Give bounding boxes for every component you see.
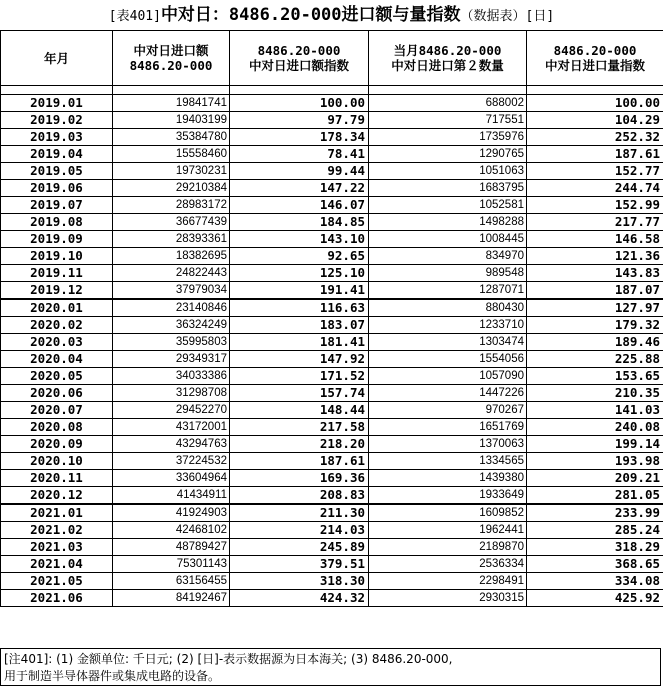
cell-import-value: 36324249: [113, 317, 230, 334]
cell-quantity-index: 225.88: [527, 351, 663, 368]
cell-import-value: 24822443: [113, 265, 230, 282]
table-title: [0, 0, 663, 30]
cell-quantity: 688002: [369, 95, 527, 112]
table-row: [1, 334, 663, 351]
header-year-month: 年月: [1, 31, 113, 86]
cell-import-value: 75301143: [113, 556, 230, 573]
cell-quantity-index: 189.46: [527, 334, 663, 351]
cell-value-index: 379.51: [230, 556, 369, 573]
cell-quantity: 1008445: [369, 231, 527, 248]
table-row: [1, 197, 663, 214]
cell-quantity: 880430: [369, 299, 527, 317]
cell-quantity-index: 179.32: [527, 317, 663, 334]
cell-value-index: 211.30: [230, 504, 369, 522]
cell-import-value: 43172001: [113, 419, 230, 436]
cell-import-value: 84192467: [113, 590, 230, 607]
spacer-cell: [527, 86, 663, 95]
cell-year-month: 2021.01: [1, 504, 113, 522]
header-row: [1, 31, 663, 86]
cell-year-month: 2020.02: [1, 317, 113, 334]
cell-quantity: 834970: [369, 248, 527, 265]
cell-year-month: 2021.02: [1, 522, 113, 539]
cell-year-month: 2020.04: [1, 351, 113, 368]
cell-value-index: 178.34: [230, 129, 369, 146]
cell-year-month: 2021.06: [1, 590, 113, 607]
data-table: [0, 30, 663, 607]
table-row: [1, 248, 663, 265]
cell-quantity: 1962441: [369, 522, 527, 539]
cell-quantity-index: 146.58: [527, 231, 663, 248]
cell-quantity-index: 281.05: [527, 487, 663, 505]
cell-value-index: 214.03: [230, 522, 369, 539]
cell-value-index: 217.58: [230, 419, 369, 436]
cell-quantity-index: 193.98: [527, 453, 663, 470]
cell-value-index: 78.41: [230, 146, 369, 163]
cell-quantity: 1290765: [369, 146, 527, 163]
cell-quantity: 1303474: [369, 334, 527, 351]
cell-import-value: 63156455: [113, 573, 230, 590]
cell-quantity-index: 425.92: [527, 590, 663, 607]
cell-quantity: 1233710: [369, 317, 527, 334]
cell-value-index: 125.10: [230, 265, 369, 282]
cell-quantity-index: 104.29: [527, 112, 663, 129]
cell-quantity: 1735976: [369, 129, 527, 146]
cell-value-index: 183.07: [230, 317, 369, 334]
cell-quantity-index: 334.08: [527, 573, 663, 590]
cell-quantity: 1651769: [369, 419, 527, 436]
footnote: [0, 648, 661, 686]
cell-year-month: 2020.12: [1, 487, 113, 505]
cell-year-month: 2020.01: [1, 299, 113, 317]
spacer-cell: [1, 86, 113, 95]
cell-quantity-index: 152.99: [527, 197, 663, 214]
cell-value-index: 191.41: [230, 282, 369, 300]
cell-value-index: 181.41: [230, 334, 369, 351]
table-row: [1, 299, 663, 317]
cell-quantity: 1439380: [369, 470, 527, 487]
cell-year-month: 2019.05: [1, 163, 113, 180]
table-row: [1, 487, 663, 505]
table-row: [1, 539, 663, 556]
cell-quantity: 1554056: [369, 351, 527, 368]
cell-quantity: 2298491: [369, 573, 527, 590]
title-main: 中对日：8486.20-000进口额与量指数: [160, 5, 461, 25]
cell-quantity-index: 217.77: [527, 214, 663, 231]
cell-quantity: 1057090: [369, 368, 527, 385]
cell-import-value: 41434911: [113, 487, 230, 505]
table-row: [1, 214, 663, 231]
cell-quantity: 1609852: [369, 504, 527, 522]
cell-year-month: 2019.09: [1, 231, 113, 248]
cell-import-value: 33604964: [113, 470, 230, 487]
cell-quantity: 970267: [369, 402, 527, 419]
table-row: [1, 146, 663, 163]
cell-import-value: 28983172: [113, 197, 230, 214]
cell-year-month: 2019.04: [1, 146, 113, 163]
cell-import-value: 37224532: [113, 453, 230, 470]
cell-quantity: 1287071: [369, 282, 527, 300]
cell-value-index: 424.32: [230, 590, 369, 607]
cell-year-month: 2019.10: [1, 248, 113, 265]
cell-year-month: 2020.05: [1, 368, 113, 385]
table-row: [1, 385, 663, 402]
cell-year-month: 2019.08: [1, 214, 113, 231]
cell-import-value: 31298708: [113, 385, 230, 402]
header-import-value: 中对日进口额 8486.20-000: [113, 31, 230, 86]
cell-value-index: 245.89: [230, 539, 369, 556]
cell-import-value: 23140846: [113, 299, 230, 317]
table-row: [1, 522, 663, 539]
cell-year-month: 2020.10: [1, 453, 113, 470]
cell-year-month: 2019.01: [1, 95, 113, 112]
spacer-cell: [113, 86, 230, 95]
table-row: [1, 163, 663, 180]
cell-year-month: 2019.03: [1, 129, 113, 146]
cell-value-index: 116.63: [230, 299, 369, 317]
cell-year-month: 2021.04: [1, 556, 113, 573]
cell-quantity: 1447226: [369, 385, 527, 402]
cell-year-month: 2019.06: [1, 180, 113, 197]
spacer-row: [1, 86, 663, 95]
cell-year-month: 2020.07: [1, 402, 113, 419]
cell-quantity-index: 233.99: [527, 504, 663, 522]
cell-value-index: 184.85: [230, 214, 369, 231]
cell-quantity-index: 210.35: [527, 385, 663, 402]
cell-quantity-index: 199.14: [527, 436, 663, 453]
table-row: [1, 180, 663, 197]
table-row: [1, 590, 663, 607]
cell-quantity-index: 153.65: [527, 368, 663, 385]
cell-quantity-index: 187.07: [527, 282, 663, 300]
cell-year-month: 2020.06: [1, 385, 113, 402]
table-row: [1, 556, 663, 573]
cell-value-index: 169.36: [230, 470, 369, 487]
cell-quantity-index: 244.74: [527, 180, 663, 197]
cell-quantity-index: 121.36: [527, 248, 663, 265]
cell-value-index: 218.20: [230, 436, 369, 453]
table-row: [1, 402, 663, 419]
table-row: [1, 95, 663, 112]
footnote-line-2: 用于制造半导体器件或集成电路的设备。: [4, 669, 221, 683]
footnote-line-1: [注401]: (1) 金额单位: 千日元; (2) [日]-表示数据源为日本海关; (3) 8486.20-000,: [4, 652, 453, 666]
cell-quantity: 1334565: [369, 453, 527, 470]
cell-quantity-index: 252.32: [527, 129, 663, 146]
cell-quantity: 1052581: [369, 197, 527, 214]
cell-import-value: 41924903: [113, 504, 230, 522]
cell-quantity-index: 209.21: [527, 470, 663, 487]
cell-import-value: 19403199: [113, 112, 230, 129]
cell-value-index: 100.00: [230, 95, 369, 112]
cell-value-index: 157.74: [230, 385, 369, 402]
cell-value-index: 99.44: [230, 163, 369, 180]
cell-quantity: 1370063: [369, 436, 527, 453]
cell-value-index: 318.30: [230, 573, 369, 590]
cell-quantity: 1498288: [369, 214, 527, 231]
table-row: [1, 453, 663, 470]
cell-import-value: 15558460: [113, 146, 230, 163]
cell-value-index: 208.83: [230, 487, 369, 505]
cell-year-month: 2020.08: [1, 419, 113, 436]
cell-quantity-index: 368.65: [527, 556, 663, 573]
cell-import-value: 35995803: [113, 334, 230, 351]
spacer-cell: [369, 86, 527, 95]
table-row: [1, 419, 663, 436]
title-tag: [表401]: [108, 9, 161, 24]
cell-value-index: 148.44: [230, 402, 369, 419]
cell-quantity: 1683795: [369, 180, 527, 197]
cell-value-index: 171.52: [230, 368, 369, 385]
cell-quantity: 1051063: [369, 163, 527, 180]
cell-year-month: 2020.09: [1, 436, 113, 453]
cell-import-value: 19841741: [113, 95, 230, 112]
cell-year-month: 2020.03: [1, 334, 113, 351]
table-row: [1, 282, 663, 300]
header-quantity: 当月8486.20-000 中对日进口第２数量: [369, 31, 527, 86]
cell-year-month: 2020.11: [1, 470, 113, 487]
header-quantity-index: 8486.20-000 中对日进口量指数: [527, 31, 663, 86]
cell-import-value: 29210384: [113, 180, 230, 197]
cell-import-value: 37979034: [113, 282, 230, 300]
cell-import-value: 48789427: [113, 539, 230, 556]
table-row: [1, 504, 663, 522]
cell-import-value: 19730231: [113, 163, 230, 180]
cell-year-month: 2021.05: [1, 573, 113, 590]
cell-quantity-index: 187.61: [527, 146, 663, 163]
cell-quantity-index: 318.29: [527, 539, 663, 556]
spacer-cell: [230, 86, 369, 95]
cell-value-index: 147.22: [230, 180, 369, 197]
cell-quantity-index: 240.08: [527, 419, 663, 436]
cell-value-index: 147.92: [230, 351, 369, 368]
cell-year-month: 2019.12: [1, 282, 113, 300]
table-row: [1, 573, 663, 590]
cell-quantity: 2536334: [369, 556, 527, 573]
cell-import-value: 42468102: [113, 522, 230, 539]
cell-quantity-index: 143.83: [527, 265, 663, 282]
cell-year-month: 2021.03: [1, 539, 113, 556]
table-row: [1, 470, 663, 487]
table-row: [1, 317, 663, 334]
cell-import-value: 35384780: [113, 129, 230, 146]
table-row: [1, 231, 663, 248]
table-row: [1, 436, 663, 453]
table-row: [1, 351, 663, 368]
cell-import-value: 28393361: [113, 231, 230, 248]
cell-quantity-index: 141.03: [527, 402, 663, 419]
table-body: [1, 86, 663, 607]
cell-import-value: 18382695: [113, 248, 230, 265]
cell-import-value: 43294763: [113, 436, 230, 453]
cell-value-index: 187.61: [230, 453, 369, 470]
cell-quantity: 989548: [369, 265, 527, 282]
cell-quantity-index: 127.97: [527, 299, 663, 317]
table-row: [1, 129, 663, 146]
cell-quantity: 2189870: [369, 539, 527, 556]
cell-quantity-index: 152.77: [527, 163, 663, 180]
cell-import-value: 29349317: [113, 351, 230, 368]
cell-import-value: 29452270: [113, 402, 230, 419]
cell-quantity: 1933649: [369, 487, 527, 505]
cell-import-value: 34033386: [113, 368, 230, 385]
cell-value-index: 143.10: [230, 231, 369, 248]
table-row: [1, 265, 663, 282]
table-row: [1, 112, 663, 129]
header-value-index: 8486.20-000 中对日进口额指数: [230, 31, 369, 86]
cell-value-index: 97.79: [230, 112, 369, 129]
cell-value-index: 146.07: [230, 197, 369, 214]
table-row: [1, 368, 663, 385]
cell-quantity: 717551: [369, 112, 527, 129]
cell-year-month: 2019.02: [1, 112, 113, 129]
cell-year-month: 2019.07: [1, 197, 113, 214]
cell-value-index: 92.65: [230, 248, 369, 265]
cell-quantity-index: 100.00: [527, 95, 663, 112]
cell-year-month: 2019.11: [1, 265, 113, 282]
cell-quantity-index: 285.24: [527, 522, 663, 539]
cell-quantity: 2930315: [369, 590, 527, 607]
title-suffix: （数据表）[日]: [460, 9, 555, 24]
cell-import-value: 36677439: [113, 214, 230, 231]
